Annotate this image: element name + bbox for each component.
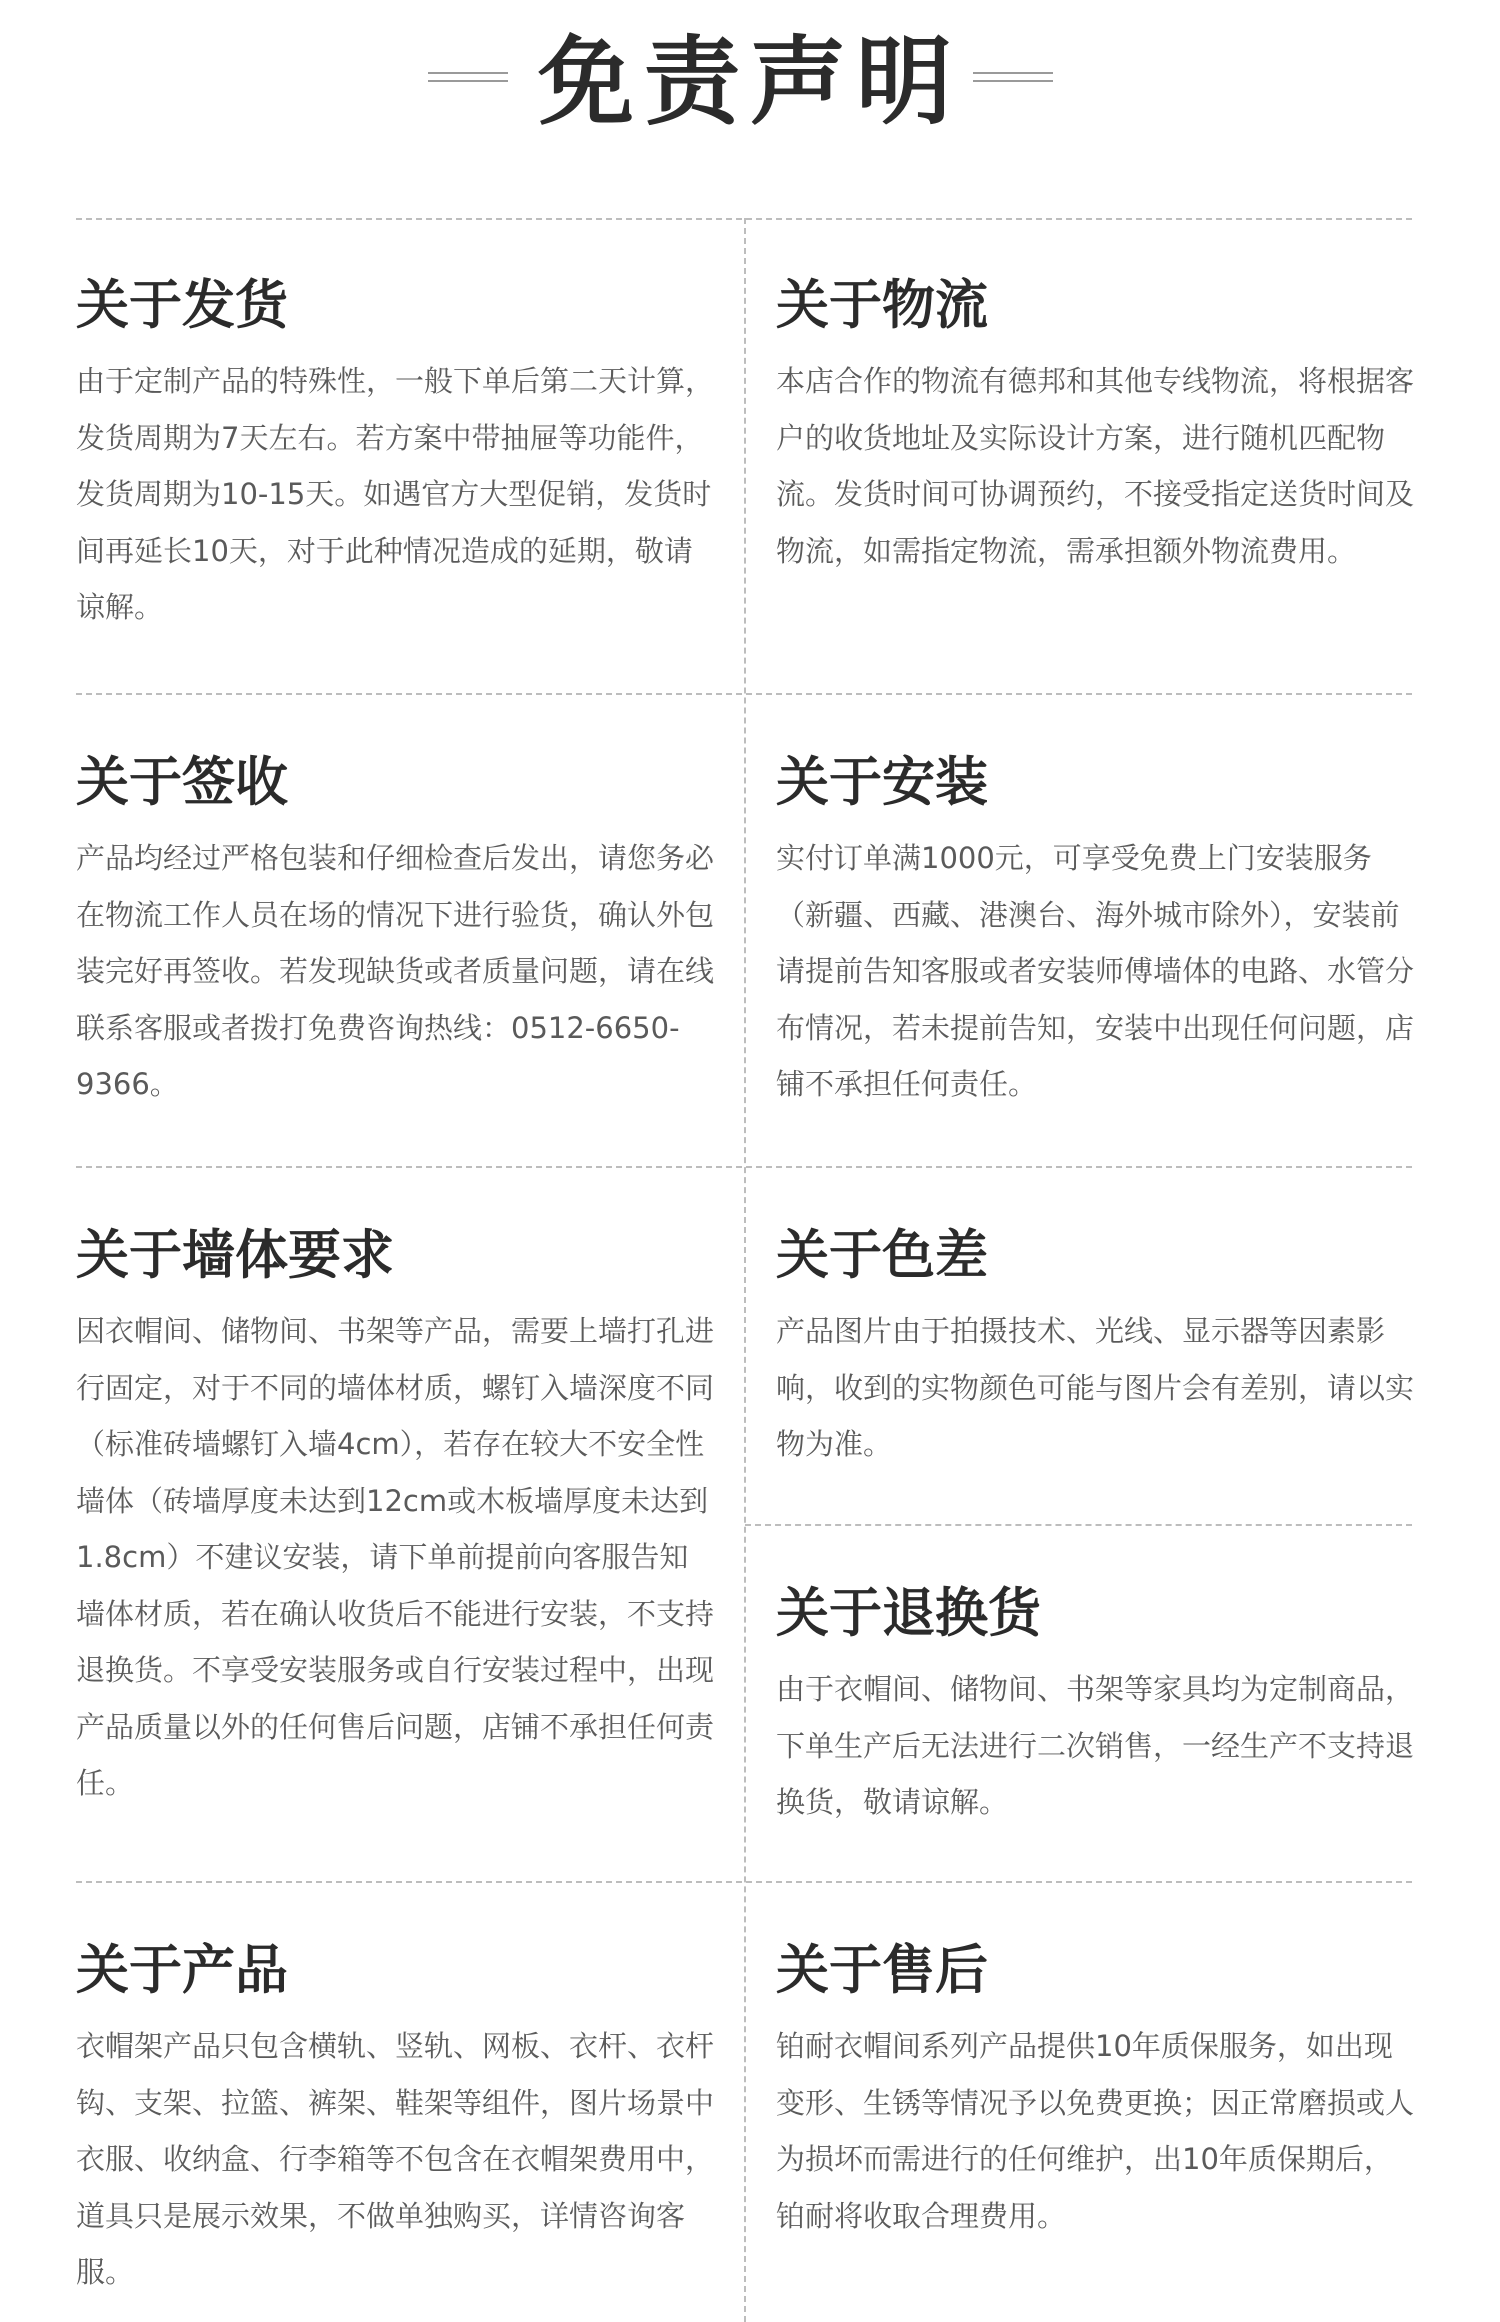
section-body: 铂耐衣帽间系列产品提供10年质保服务，如出现变形、生锈等情况予以免费更换；因正常磨损或人为损坏而需进行的任何维护，出10年质保期后，铂耐将收取合理费用。 [776, 2029, 1415, 2233]
section-body: 产品图片由于拍摄技术、光线、显示器等因素影响，收到的实物颜色可能与图片会有差别，请以实物为准。 [776, 1314, 1415, 1461]
section-installation [776, 752, 1416, 1113]
section-heading: 关于色差 [776, 1225, 988, 1286]
section-product [76, 1940, 716, 2301]
section-body: 本店合作的物流有德邦和其他专线物流，将根据客户的收货地址及实际设计方案，进行随机匹配物流。发货时间可协调预约，不接受指定送货时间及物流，如需指定物流，需承担额外物流费用。 [776, 364, 1415, 568]
section-body: 产品均经过严格包装和仔细检查后发出，请您务必在物流工作人员在场的情况下进行验货，确认外包装完好再签收。若发现缺货或者质量问题，请在线联系客服或者拨打免费咨询热线：0512-6650-9366。 [76, 841, 715, 1101]
page-header [0, 0, 1500, 170]
column-divider [744, 218, 746, 2322]
section-wall-requirements [76, 1225, 716, 1812]
section-body: 由于衣帽间、储物间、书架等家具均为定制商品，下单生产后无法进行二次销售，一经生产不支持退换货，敬请谅解。 [776, 1672, 1415, 1819]
section-body: 实付订单满1000元，可享受免费上门安装服务（新疆、西藏、港澳台、海外城市除外），安装前请提前告知客服或者安装师傅墙体的电路、水管分布情况，若未提前告知，安装中出现任何问题，店铺不承担任何责任。 [776, 841, 1415, 1101]
section-logistics [776, 275, 1416, 579]
section-heading: 关于售后 [776, 1940, 988, 2001]
section-heading: 关于发货 [76, 275, 288, 336]
section-heading: 关于退换货 [776, 1583, 1041, 1644]
section-color-difference [776, 1225, 1416, 1473]
section-heading: 关于墙体要求 [76, 1225, 394, 1286]
title-decoration-right [973, 72, 1053, 84]
section-heading: 关于签收 [76, 752, 288, 813]
page-title: 免责声明 [538, 26, 962, 138]
divider-line [745, 1524, 1412, 1526]
section-body: 由于定制产品的特殊性，一般下单后第二天计算，发货周期为7天左右。若方案中带抽屉等功能件，发货周期为10-15天。如遇官方大型促销，发货时间再延长10天，对于此种情况造成的延期，敬请谅解。 [76, 364, 715, 624]
section-shipping [76, 275, 716, 636]
section-receipt [76, 752, 716, 1113]
section-body: 衣帽架产品只包含横轨、竖轨、网板、衣杆、衣杆钩、支架、拉篮、裤架、鞋架等组件，图片场景中衣服、收纳盒、行李箱等不包含在衣帽架费用中，道具只是展示效果，不做单独购买，详情咨询客服。 [76, 2029, 715, 2289]
section-body: 因衣帽间、储物间、书架等产品，需要上墙打孔进行固定，对于不同的墙体材质，螺钉入墙深度不同（标准砖墙螺钉入墙4cm），若存在较大不安全性墙体（砖墙厚度未达到12cm或木板墙厚度未达到1.8cm）不建议安装，请下单前提前向客服告知墙体材质，若在确认收货后不能进行安装，不支持退换货。不享受安装服务或自行安装过程中，出现产品质量以外的任何售后问题，店铺不承担任何责任。 [76, 1314, 715, 1800]
section-returns [776, 1583, 1416, 1831]
section-heading: 关于安装 [776, 752, 988, 813]
section-heading: 关于产品 [76, 1940, 288, 2001]
section-heading: 关于物流 [776, 275, 988, 336]
section-after-sales [776, 1940, 1416, 2244]
